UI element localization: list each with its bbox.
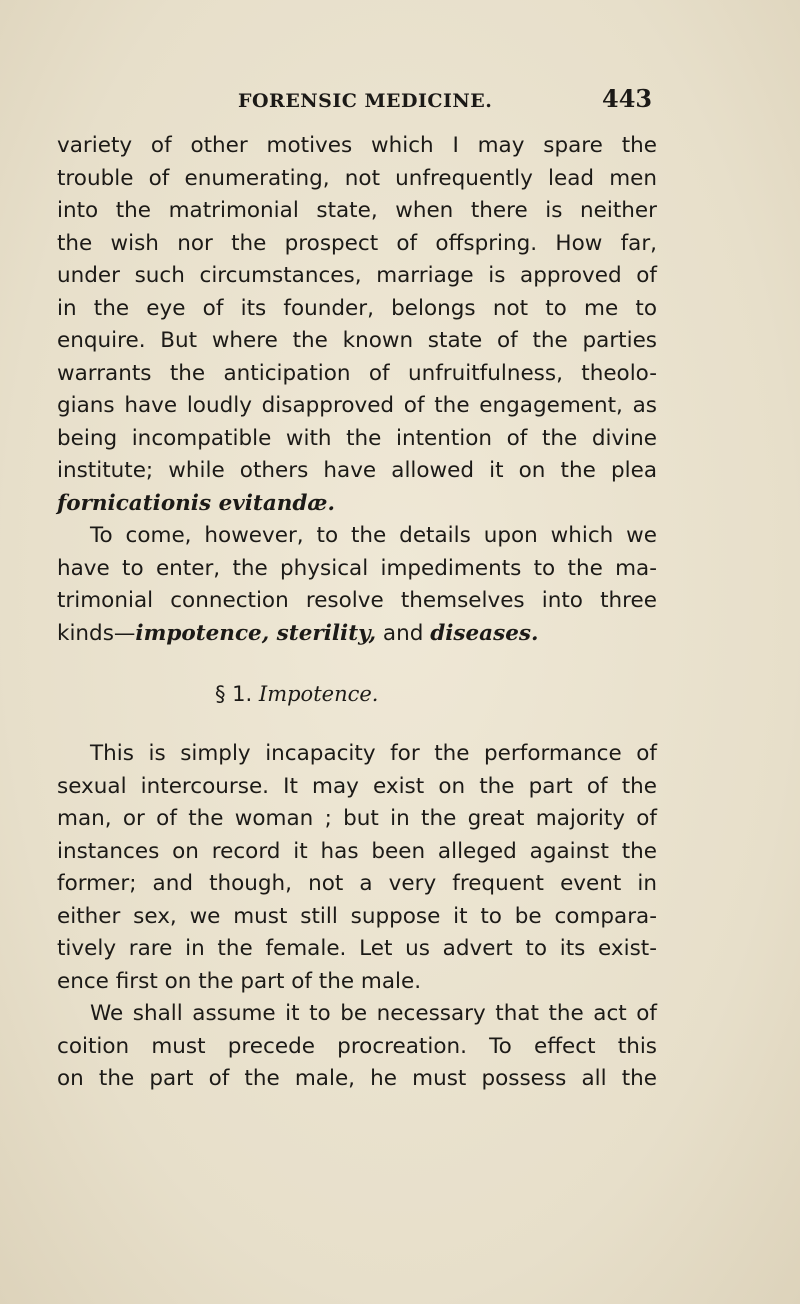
text-line: in the eye of its founder, belongs not to me to [57, 295, 657, 321]
section-number: § 1. [215, 682, 253, 706]
paragraph-4 [57, 998, 657, 1096]
running-head: FORENSIC MEDICINE. [238, 90, 493, 112]
text-line: institute; while others have allowed it on the plea [57, 458, 657, 483]
section-heading [57, 650, 657, 738]
text-line: enquire. But where the known state of the parties [57, 328, 657, 353]
text-line: coition must precede procreation. To effect this [57, 1033, 657, 1059]
text-line: either sex, we must still suppose it to be compara- [57, 903, 657, 929]
text-line: To come, however, to the details upon which we [90, 523, 657, 548]
text-line: instances on record it has been alleged against the [57, 838, 657, 864]
text-line: on the part of the male, he must possess all the [57, 1066, 657, 1091]
text-line: tively rare in the female. Let us advert to its exist- [57, 936, 657, 961]
conjunction: and [376, 620, 431, 646]
text-line: warrants the anticipation of unfruitfulness, theolo- [57, 360, 657, 386]
paragraph-1 [57, 130, 657, 520]
text-line: sexual intercourse. It may exist on the part of the [57, 773, 657, 799]
page-number: 443 [602, 84, 653, 113]
text-line: have to enter, the physical impediments to the ma- [57, 555, 657, 581]
paragraph-2 [57, 520, 657, 650]
text-line: trimonial connection resolve themselves into three [57, 588, 657, 613]
text-line: the wish nor the prospect of offspring. How far, [57, 230, 657, 256]
text-line: man, or of the woman ; but in the great majority of [57, 806, 657, 831]
text-line: under such circumstances, marriage is approved of [57, 263, 657, 288]
text-line: being incompatible with the intention of the divine [57, 425, 657, 451]
text-line: into the matrimonial state, when there is neither [57, 198, 657, 223]
text-line: This is simply incapacity for the performance of [90, 741, 657, 766]
section-title: Impotence. [258, 682, 379, 706]
latin-phrase: fornicationis evitandæ. [57, 490, 335, 516]
paragraph-3 [57, 738, 657, 998]
text-line: We shall assume it to be necessary that the act of [90, 1001, 657, 1026]
body-text [57, 130, 657, 1096]
text-line: variety of other motives which I may spare the [57, 133, 657, 158]
kinds-lead: kinds— [57, 620, 136, 646]
text-line: ence first on the part of the male. [57, 968, 422, 994]
italic-term: diseases. [430, 620, 539, 646]
text-line [57, 618, 657, 651]
text-line: gians have loudly disapproved of the engagement, as [57, 393, 657, 418]
text-line: trouble of enumerating, not unfrequently lead men [57, 165, 657, 191]
text-line: former; and though, not a very frequent event in [57, 871, 657, 896]
page-header [0, 84, 800, 124]
italic-terms: impotence, sterility, [135, 620, 377, 646]
